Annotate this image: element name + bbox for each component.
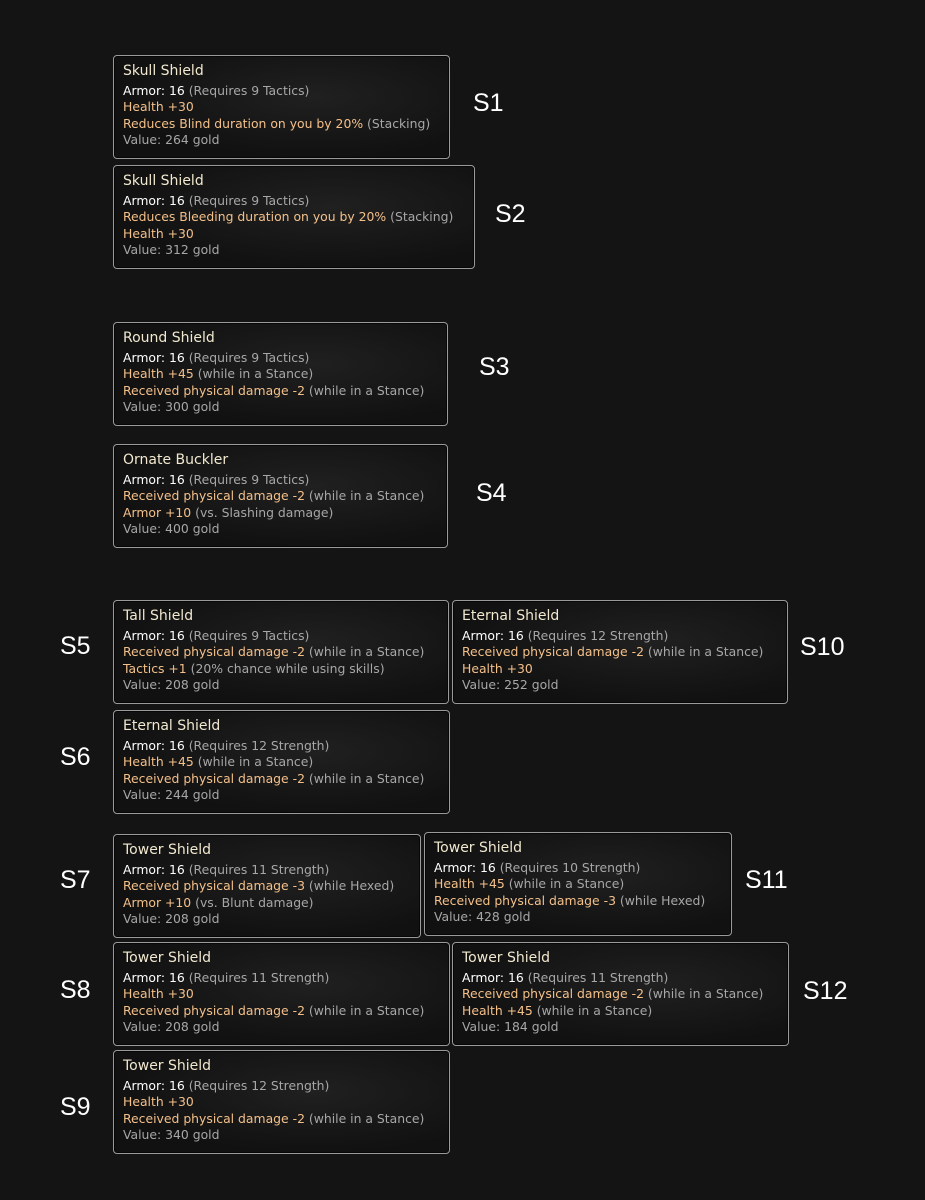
stat-line <box>123 628 440 644</box>
stat-line <box>123 1094 441 1110</box>
stat-text: Received physical damage -2 <box>123 644 309 660</box>
stat-text: Health +45 <box>123 366 198 382</box>
stat-text: Value: 208 gold <box>123 677 220 693</box>
item-name: Tall Shield <box>123 608 194 624</box>
stat-text: (Requires 9 Tactics) <box>188 628 310 643</box>
stat-text: (while in a Stance) <box>197 754 314 770</box>
item-name: Tower Shield <box>434 840 523 856</box>
stat-text: Health +30 <box>462 660 533 676</box>
stat-text: (while in a Stance) <box>308 644 425 660</box>
stat-line <box>462 986 780 1002</box>
label-s4: S4 <box>476 479 507 507</box>
stat-text: Armor: 16 <box>123 83 189 98</box>
stat-text: Armor +10 <box>123 894 196 910</box>
label-s7: S7 <box>60 866 91 894</box>
stat-text: Received physical damage -2 <box>123 488 309 504</box>
stat-line <box>123 754 441 770</box>
stat-text: (while in a Stance) <box>647 986 764 1002</box>
stat-line <box>123 366 439 382</box>
stat-line <box>123 986 441 1002</box>
stat-line <box>123 1019 441 1035</box>
stat-text: Health +30 <box>123 225 194 241</box>
item-name: Tower Shield <box>123 1058 212 1074</box>
stat-text: Armor +10 <box>123 504 196 520</box>
stat-line <box>123 116 441 132</box>
tooltip-s10 <box>452 600 788 704</box>
stat-line <box>123 787 441 803</box>
stat-text: (Requires 9 Tactics) <box>188 472 310 487</box>
label-s2: S2 <box>495 200 526 228</box>
stat-line <box>123 193 466 209</box>
item-name: Skull Shield <box>123 63 204 79</box>
stat-text: (Requires 9 Tactics) <box>188 193 310 208</box>
stat-text: Tactics +1 <box>123 660 191 676</box>
stat-text: Value: 312 gold <box>123 242 220 258</box>
stat-text: (Requires 11 Strength) <box>188 970 330 985</box>
stat-line <box>123 521 439 537</box>
stat-text: Armor: 16 <box>462 628 528 643</box>
item-name: Tower Shield <box>462 950 551 966</box>
stat-text: Received physical damage -3 <box>434 892 620 908</box>
stat-text: Value: 184 gold <box>462 1019 559 1035</box>
stat-text: Reduces Bleeding duration on you by 20% <box>123 209 391 225</box>
tooltip-s4 <box>113 444 448 548</box>
stat-text: (while in a Stance) <box>308 1002 425 1018</box>
stat-text: (while Hexed) <box>619 892 706 908</box>
item-name: Eternal Shield <box>123 718 221 734</box>
stat-text: Received physical damage -2 <box>462 644 648 660</box>
stat-text: (20% chance while using skills) <box>190 660 385 676</box>
stat-text: Received physical damage -2 <box>123 770 309 786</box>
tooltip-s11 <box>424 832 732 936</box>
label-s8: S8 <box>60 976 91 1004</box>
stat-text: Health +45 <box>123 754 198 770</box>
stat-line <box>123 505 439 521</box>
stat-line <box>123 472 439 488</box>
stat-text: Value: 264 gold <box>123 132 220 148</box>
stat-text: (while in a Stance) <box>308 488 425 504</box>
stat-text: (while in a Stance) <box>308 382 425 398</box>
item-name: Skull Shield <box>123 173 204 189</box>
stat-line <box>123 771 441 787</box>
stat-line <box>123 99 441 115</box>
stat-text: (while in a Stance) <box>197 366 314 382</box>
stat-text: (while in a Stance) <box>308 1110 425 1126</box>
stat-text: Value: 340 gold <box>123 1127 220 1143</box>
stat-line <box>123 661 440 677</box>
tooltip-s7 <box>113 834 421 938</box>
item-name: Tower Shield <box>123 950 212 966</box>
label-s5: S5 <box>60 632 91 660</box>
stat-line <box>123 895 412 911</box>
item-name: Round Shield <box>123 330 215 346</box>
stat-line <box>462 677 779 693</box>
stat-text: (Requires 12 Strength) <box>188 738 330 753</box>
stat-text: Health +45 <box>462 1002 537 1018</box>
stat-line <box>462 661 779 677</box>
tooltip-s2 <box>113 165 475 269</box>
stat-line <box>123 209 466 225</box>
stat-text: (Requires 12 Strength) <box>527 628 669 643</box>
stat-line <box>434 909 723 925</box>
item-name: Tower Shield <box>123 842 212 858</box>
stat-text: Armor: 16 <box>123 193 189 208</box>
label-s9: S9 <box>60 1093 91 1121</box>
stat-text: Value: 208 gold <box>123 1019 220 1035</box>
tooltip-s8 <box>113 942 450 1046</box>
stat-text: Received physical damage -2 <box>123 382 309 398</box>
stat-text: Health +45 <box>434 876 509 892</box>
stat-text: Armor: 16 <box>462 970 528 985</box>
stat-text: (Stacking) <box>367 115 431 131</box>
tooltip-s1 <box>113 55 450 159</box>
stat-text: Armor: 16 <box>123 350 189 365</box>
tooltip-s5 <box>113 600 449 704</box>
stat-text: (while in a Stance) <box>647 644 764 660</box>
stat-text: Value: 252 gold <box>462 677 559 693</box>
tooltip-s12 <box>452 942 789 1046</box>
stat-text: Armor: 16 <box>123 862 189 877</box>
stat-text: Armor: 16 <box>123 1078 189 1093</box>
tooltip-s6 <box>113 710 450 814</box>
stat-line <box>434 860 723 876</box>
stat-line <box>462 644 779 660</box>
stat-text: (Requires 12 Strength) <box>188 1078 330 1093</box>
stat-text: (vs. Blunt damage) <box>195 894 314 910</box>
stat-text: Health +30 <box>123 1094 194 1110</box>
tooltip-s9 <box>113 1050 450 1154</box>
stat-text: (Requires 11 Strength) <box>188 862 330 877</box>
stat-line <box>123 83 441 99</box>
label-s3: S3 <box>479 353 510 381</box>
stat-line <box>123 738 441 754</box>
stat-line <box>123 399 439 415</box>
stat-text: Armor: 16 <box>123 738 189 753</box>
stat-line <box>434 876 723 892</box>
stat-line <box>123 1003 441 1019</box>
stat-line <box>123 242 466 258</box>
stat-text: (while in a Stance) <box>308 770 425 786</box>
stat-text: Value: 300 gold <box>123 399 220 415</box>
stat-line <box>123 1111 441 1127</box>
stat-line <box>123 383 439 399</box>
stat-text: Received physical damage -2 <box>462 986 648 1002</box>
label-s6: S6 <box>60 743 91 771</box>
stat-text: (while in a Stance) <box>508 876 625 892</box>
label-s1: S1 <box>473 89 504 117</box>
stat-text: Received physical damage -2 <box>123 1002 309 1018</box>
stat-line <box>123 644 440 660</box>
stat-text: (while Hexed) <box>308 878 395 894</box>
stat-text: Armor: 16 <box>123 472 189 487</box>
stat-text: Armor: 16 <box>123 970 189 985</box>
stat-line <box>462 970 780 986</box>
stat-text: (Requires 10 Strength) <box>499 860 641 875</box>
stat-text: Health +30 <box>123 986 194 1002</box>
stat-line <box>123 677 440 693</box>
stat-line <box>462 628 779 644</box>
stat-text: (Stacking) <box>390 209 454 225</box>
stat-line <box>123 488 439 504</box>
stat-line <box>123 132 441 148</box>
stat-text: Value: 244 gold <box>123 787 220 803</box>
stat-text: (Requires 9 Tactics) <box>188 83 310 98</box>
stat-text: Armor: 16 <box>123 628 189 643</box>
stat-text: (Requires 9 Tactics) <box>188 350 310 365</box>
stat-line <box>123 1127 441 1143</box>
label-s12: S12 <box>803 977 848 1005</box>
stat-line <box>123 911 412 927</box>
item-name: Ornate Buckler <box>123 452 229 468</box>
stat-text: Value: 400 gold <box>123 521 220 537</box>
stat-line <box>123 878 412 894</box>
stat-text: (while in a Stance) <box>536 1002 653 1018</box>
stat-line <box>123 350 439 366</box>
stat-line <box>123 970 441 986</box>
tooltip-s3 <box>113 322 448 426</box>
stat-text: Received physical damage -2 <box>123 1110 309 1126</box>
stat-line <box>462 1003 780 1019</box>
stat-text: Value: 208 gold <box>123 911 220 927</box>
label-s10: S10 <box>800 633 845 661</box>
stat-text: Reduces Blind duration on you by 20% <box>123 115 368 131</box>
stat-line <box>462 1019 780 1035</box>
stat-text: Received physical damage -3 <box>123 878 309 894</box>
stat-line <box>123 862 412 878</box>
stat-text: (vs. Slashing damage) <box>195 504 334 520</box>
stat-text: Armor: 16 <box>434 860 500 875</box>
stat-text: (Requires 11 Strength) <box>527 970 669 985</box>
item-name: Eternal Shield <box>462 608 560 624</box>
label-s11: S11 <box>745 866 788 894</box>
stat-line <box>434 893 723 909</box>
stat-text: Health +30 <box>123 99 194 115</box>
stat-text: Value: 428 gold <box>434 909 531 925</box>
stat-line <box>123 1078 441 1094</box>
stat-line <box>123 226 466 242</box>
